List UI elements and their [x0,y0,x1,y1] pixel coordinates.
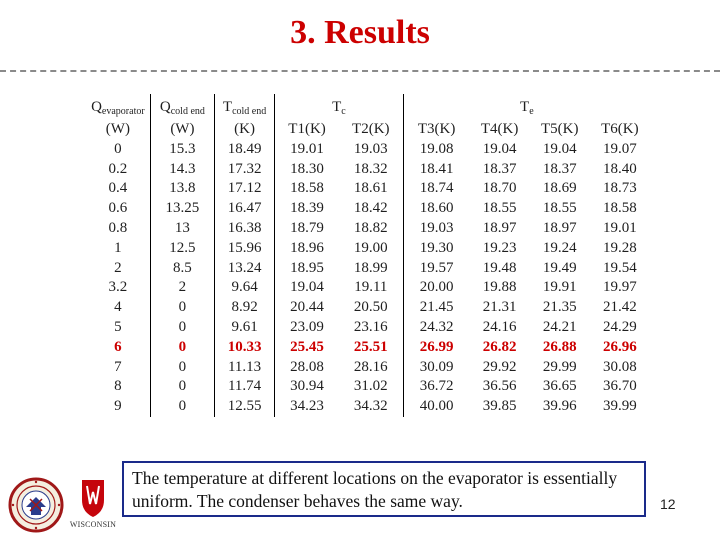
table-cell: 20.50 [339,298,403,318]
table-cell: 19.57 [419,259,454,276]
table-cell: 0 [150,318,214,338]
table-cell: 9.61 [215,318,275,338]
table-cell: 26.88 [542,338,577,355]
table-cell: 4 [86,298,150,318]
table-cell: 18.55 [542,200,577,217]
table-cell: 21.42 [603,299,637,316]
table-cell: 17.32 [215,160,275,180]
table-row [86,179,650,199]
table-cell: 18.99 [339,259,403,279]
unit-header-1: (W) [150,120,214,140]
table-cell: 19.03 [339,140,403,160]
table-row [86,239,650,259]
table-cell: 16.47 [215,199,275,219]
table-cell: 9 [86,397,150,417]
unit-header-6: T4(K) [480,121,519,137]
table-row [86,377,650,397]
table-cell: 7 [86,358,150,378]
table-cell: 19.30 [419,239,454,256]
table-cell: 18.55 [482,200,517,217]
table-cell: 0.6 [86,199,150,219]
unit-header-0: (W) [86,120,150,140]
page-number: 12 [660,496,676,512]
table-cell: 20.00 [419,279,454,296]
unit-header-4: T2(K) [339,120,403,140]
header-q-evaporator: $Q_{evaporator}$ [86,94,150,120]
table-cell: 0.2 [86,160,150,180]
table-row [86,160,650,180]
table-cell: 21.45 [419,299,454,316]
table-cell: 18.69 [542,180,577,197]
table-cell: 18.97 [542,219,577,236]
table-row [86,140,650,160]
table-cell: 19.01 [290,140,324,157]
unit-header-7: T5(K) [540,121,579,137]
table-cell: 36.56 [482,378,517,395]
unit-header-5: T3(K) [417,121,456,137]
conclusion-callout: The temperature at different locations on the evaporator is essentially uniform. The condenser behaves the same way. [122,461,646,517]
table-cell: 19.11 [339,278,403,298]
table-cell: 28.16 [339,358,403,378]
table-row [86,219,650,239]
table-cell: 18.95 [290,259,324,276]
table-cell: 19.49 [542,259,577,276]
table-row [86,397,650,417]
table-cell: 18.82 [339,219,403,239]
table-cell: 19.54 [603,259,637,276]
table-cell: 19.00 [339,239,403,259]
table-cell: 21.35 [542,299,577,316]
table-cell: 29.92 [482,358,517,375]
table-cell: 3.2 [86,278,150,298]
table-cell: 19.04 [542,140,577,157]
table-cell: 18.58 [290,180,324,197]
table-cell: 39.96 [542,398,577,415]
table-cell: 18.40 [603,160,637,177]
table-cell: 18.79 [290,219,324,236]
table-cell: 19.03 [419,219,454,236]
header-row-units [86,120,650,140]
table-cell: 1 [86,239,150,259]
table-cell: 26.82 [482,338,517,355]
table-row [86,298,650,318]
table-cell: 19.08 [419,140,454,157]
table-cell: 17.12 [215,179,275,199]
table-cell: 18.39 [290,200,324,217]
table-row [86,338,650,358]
table-cell: 18.30 [290,160,324,177]
table-cell: 39.85 [482,398,517,415]
table-row [86,259,650,279]
table-cell: 13.8 [150,179,214,199]
table-cell: 26.99 [419,338,454,355]
table-cell: 15.3 [150,140,214,160]
table-cell: 34.32 [339,397,403,417]
header-te-group: $T_e$ [520,99,534,117]
table-cell: 19.23 [482,239,517,256]
table-cell: 36.65 [542,378,577,395]
table-cell: 24.32 [419,318,454,335]
table-cell: 2 [86,259,150,279]
table-cell: 28.08 [290,358,324,375]
table-cell: 8.5 [150,259,214,279]
table-cell: 13.24 [215,259,275,279]
title-divider [0,70,720,72]
results-table-body [86,140,650,417]
table-cell: 2 [150,278,214,298]
table-cell: 12.5 [150,239,214,259]
table-row [86,278,650,298]
table-cell: 18.49 [215,140,275,160]
table-cell: 18.97 [482,219,517,236]
table-row [86,358,650,378]
table-cell: 18.58 [603,200,637,217]
table-cell: 0 [150,298,214,318]
table-cell: 19.01 [603,219,637,236]
table-cell: 0 [150,397,214,417]
table-cell: 19.04 [290,279,324,296]
table-cell: 21.31 [482,299,517,316]
table-cell: 36.72 [419,378,454,395]
table-cell: 40.00 [419,398,454,415]
table-cell: 36.70 [603,378,637,395]
table-cell: 19.07 [603,140,637,157]
table-row [86,318,650,338]
table-cell: 20.44 [290,299,324,316]
table-cell: 19.28 [603,239,637,256]
table-cell: 34.23 [290,398,324,415]
table-cell: 29.99 [542,358,577,375]
table-cell: 31.02 [339,377,403,397]
table-cell: 24.16 [482,318,517,335]
table-cell: 19.88 [482,279,517,296]
table-cell: 18.60 [419,200,454,217]
table-cell: 18.74 [419,180,454,197]
table-cell: 16.38 [215,219,275,239]
table-cell: 0.4 [86,179,150,199]
table-cell: 30.08 [603,358,637,375]
table-cell: 15.96 [215,239,275,259]
wisconsin-crest-logo [64,478,122,534]
table-cell: 23.09 [290,318,324,335]
table-cell: 18.70 [482,180,517,197]
table-cell: 18.42 [339,199,403,219]
table-cell: 12.55 [215,397,275,417]
table-cell: 39.99 [603,398,637,415]
table-cell: 0 [150,377,214,397]
table-cell: 18.32 [339,160,403,180]
table-cell: 14.3 [150,160,214,180]
table-cell: 25.45 [290,338,324,355]
header-row-main [86,94,650,120]
table-cell: 18.37 [482,160,517,177]
table-cell: 8.92 [215,298,275,318]
unit-header-3: T1(K) [288,121,326,137]
slide-title: 3. Results [290,14,430,51]
table-cell: 11.13 [215,358,275,378]
table-cell: 26.96 [603,338,637,355]
table-cell: 24.29 [603,318,637,335]
table-cell: 19.04 [482,140,517,157]
table-cell: 19.97 [603,279,637,296]
unit-header-2: (K) [215,120,275,140]
results-table [86,94,650,417]
table-cell: 0 [150,358,214,378]
table-cell: 18.37 [542,160,577,177]
wisconsin-wordmark: WISCONSIN [69,520,117,529]
table-cell: 8 [86,377,150,397]
table-cell: 19.48 [482,259,517,276]
header-tc-group: $T_c$ [275,94,404,120]
university-seal-logo [8,477,64,533]
header-t-cold-end: $T_{cold end}$ [215,94,275,120]
table-cell: 23.16 [339,318,403,338]
table-cell: 0 [86,140,150,160]
table-cell: 6 [86,338,150,358]
table-cell: 30.09 [419,358,454,375]
table-cell: 18.73 [603,180,637,197]
table-cell: 30.94 [290,378,324,395]
header-q-cold-end: $Q_{cold end}$ [150,94,214,120]
table-cell: 13.25 [150,199,214,219]
table-cell: 10.33 [215,338,275,358]
table-cell: 0.8 [86,219,150,239]
table-cell: 9.64 [215,278,275,298]
table-row [86,199,650,219]
table-cell: 18.96 [290,239,324,256]
table-cell: 18.41 [419,160,454,177]
table-cell: 5 [86,318,150,338]
table-cell: 25.51 [339,338,403,358]
table-cell: 19.24 [542,239,577,256]
table-cell: 0 [150,338,214,358]
unit-header-8: T6(K) [601,121,639,137]
table-cell: 13 [150,219,214,239]
table-cell: 19.91 [542,279,577,296]
table-cell: 24.21 [542,318,577,335]
table-cell: 11.74 [215,377,275,397]
table-cell: 18.61 [339,179,403,199]
